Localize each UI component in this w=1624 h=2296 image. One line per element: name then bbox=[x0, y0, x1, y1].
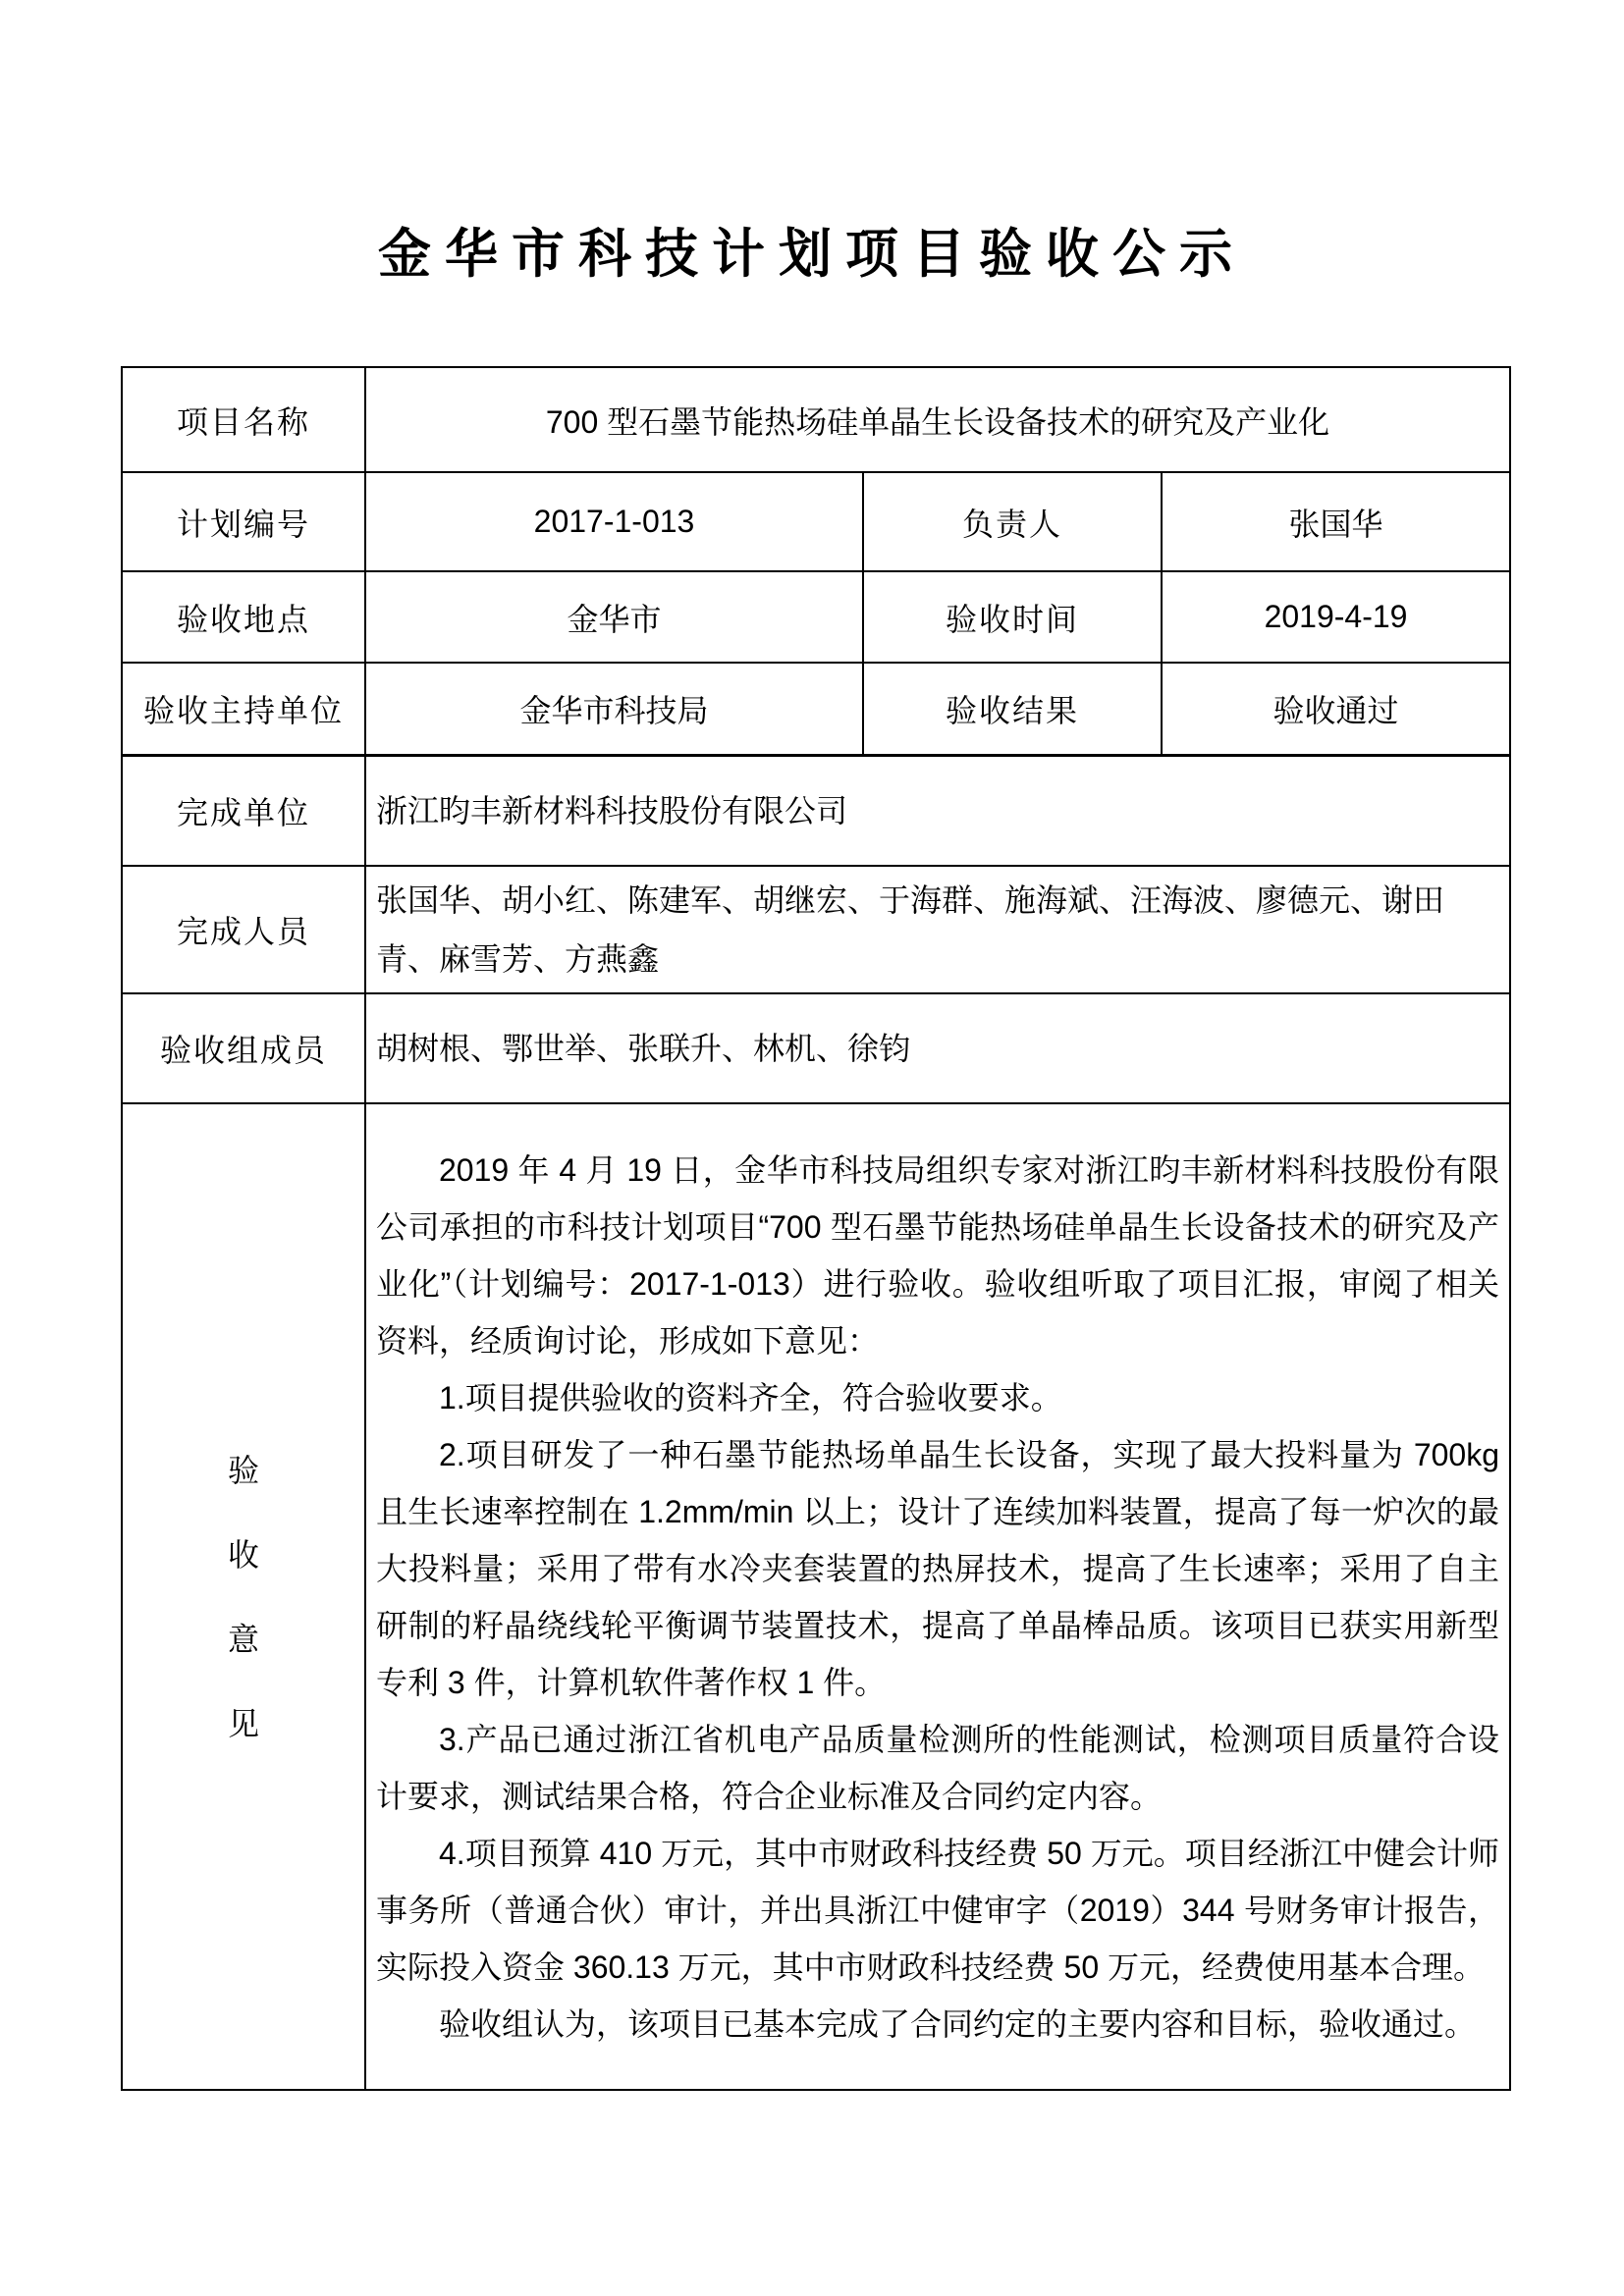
row-completion-staff bbox=[122, 866, 1510, 993]
row-project-name bbox=[122, 367, 1510, 472]
host-unit-label: 验收主持单位 bbox=[122, 663, 365, 755]
row-plan-number bbox=[122, 472, 1510, 571]
acceptance-result-label: 验收结果 bbox=[863, 663, 1162, 755]
opinion-paragraph: 3.产品已通过浙江省机电产品质量检测所的性能测试，检测项目质量符合设计要求，测试结果合格，符合企业标准及合同约定内容。 bbox=[376, 1721, 1500, 1814]
acceptance-group-value: 胡树根、鄂世举、张联升、林机、徐钧 bbox=[365, 993, 1510, 1103]
row-completion-unit bbox=[122, 755, 1510, 866]
project-name-value: 700 型石墨节能热场硅单晶生长设备技术的研究及产业化 bbox=[365, 367, 1510, 472]
row-host-unit bbox=[122, 663, 1510, 755]
acceptance-result-value: 验收通过 bbox=[1162, 663, 1510, 755]
acceptance-time-label: 验收时间 bbox=[863, 571, 1162, 663]
leader-label: 负责人 bbox=[863, 472, 1162, 571]
acceptance-group-label: 验收组成员 bbox=[122, 993, 365, 1103]
page-title: 金华市科技计划项目验收公示 bbox=[378, 225, 1246, 284]
acceptance-opinion-label-vertical bbox=[133, 1452, 354, 1741]
opinion-paragraph: 1.项目提供验收的资料齐全，符合验收要求。 bbox=[439, 1379, 1062, 1415]
opinion-paragraph: 2.项目研发了一种石墨节能热场单晶生长设备，实现了最大投料量为 700kg 且生长速率控制在 1.2mm/min 以上；设计了连续加料装置，提高了每一炉次的最大投料量；采用了带有水冷夹套装置的热屏技术，提高了生长速率；采用了自主研制的籽晶绕线轮平衡调节装置技术，提高了单晶棒品质。该项目已获实用新型专利 3 件，计算机软件著作权 1 件。 bbox=[376, 1436, 1500, 1700]
acceptance-opinion-text bbox=[365, 1103, 1510, 2090]
host-unit-value: 金华市科技局 bbox=[365, 663, 863, 755]
completion-staff-label: 完成人员 bbox=[122, 866, 365, 993]
opinion-label-char: 收 bbox=[227, 1536, 259, 1573]
leader-value: 张国华 bbox=[1162, 472, 1510, 571]
acceptance-time-value: 2019-4-19 bbox=[1162, 571, 1510, 663]
row-acceptance-place bbox=[122, 571, 1510, 663]
plan-number-value: 2017-1-013 bbox=[365, 472, 863, 571]
opinion-label-char: 验 bbox=[227, 1452, 259, 1488]
acceptance-opinion-label bbox=[122, 1103, 365, 2090]
opinion-label-char: 意 bbox=[227, 1621, 259, 1657]
acceptance-place-label: 验收地点 bbox=[122, 571, 365, 663]
opinion-paragraph: 验收组认为，该项目已基本完成了合同约定的主要内容和目标，验收通过。 bbox=[439, 2005, 1477, 2042]
opinion-label-char: 见 bbox=[227, 1705, 259, 1741]
opinion-paragraph: 4.项目预算 410 万元，其中市财政科技经费 50 万元。项目经浙江中健会计师事务所（普通合伙）审计，并出具浙江中健审字（2019）344 号财务审计报告，实际投入资金 360.13 万元，其中市财政科技经费 50 万元，经费使用基本合理。 bbox=[376, 1835, 1500, 1985]
acceptance-table bbox=[121, 366, 1511, 2091]
completion-staff-value: 张国华、胡小红、陈建军、胡继宏、于海群、施海斌、汪海波、廖德元、谢田青、麻雪芳、方燕鑫 bbox=[365, 866, 1510, 993]
completion-unit-label: 完成单位 bbox=[122, 755, 365, 866]
row-acceptance-opinion bbox=[122, 1103, 1510, 2090]
plan-number-label: 计划编号 bbox=[122, 472, 365, 571]
completion-unit-value: 浙江昀丰新材料科技股份有限公司 bbox=[365, 755, 1510, 866]
acceptance-place-value: 金华市 bbox=[365, 571, 863, 663]
project-name-label: 项目名称 bbox=[122, 367, 365, 472]
row-acceptance-group bbox=[122, 993, 1510, 1103]
opinion-paragraph: 2019 年 4 月 19 日，金华市科技局组织专家对浙江昀丰新材料科技股份有限公司承担的市科技计划项目“700 型石墨节能热场硅单晶生长设备技术的研究及产业化”（计划编号：2017-1-013）进行验收。验收组听取了项目汇报，审阅了相关资料，经质询讨论，形成如下意见： bbox=[376, 1151, 1500, 1359]
